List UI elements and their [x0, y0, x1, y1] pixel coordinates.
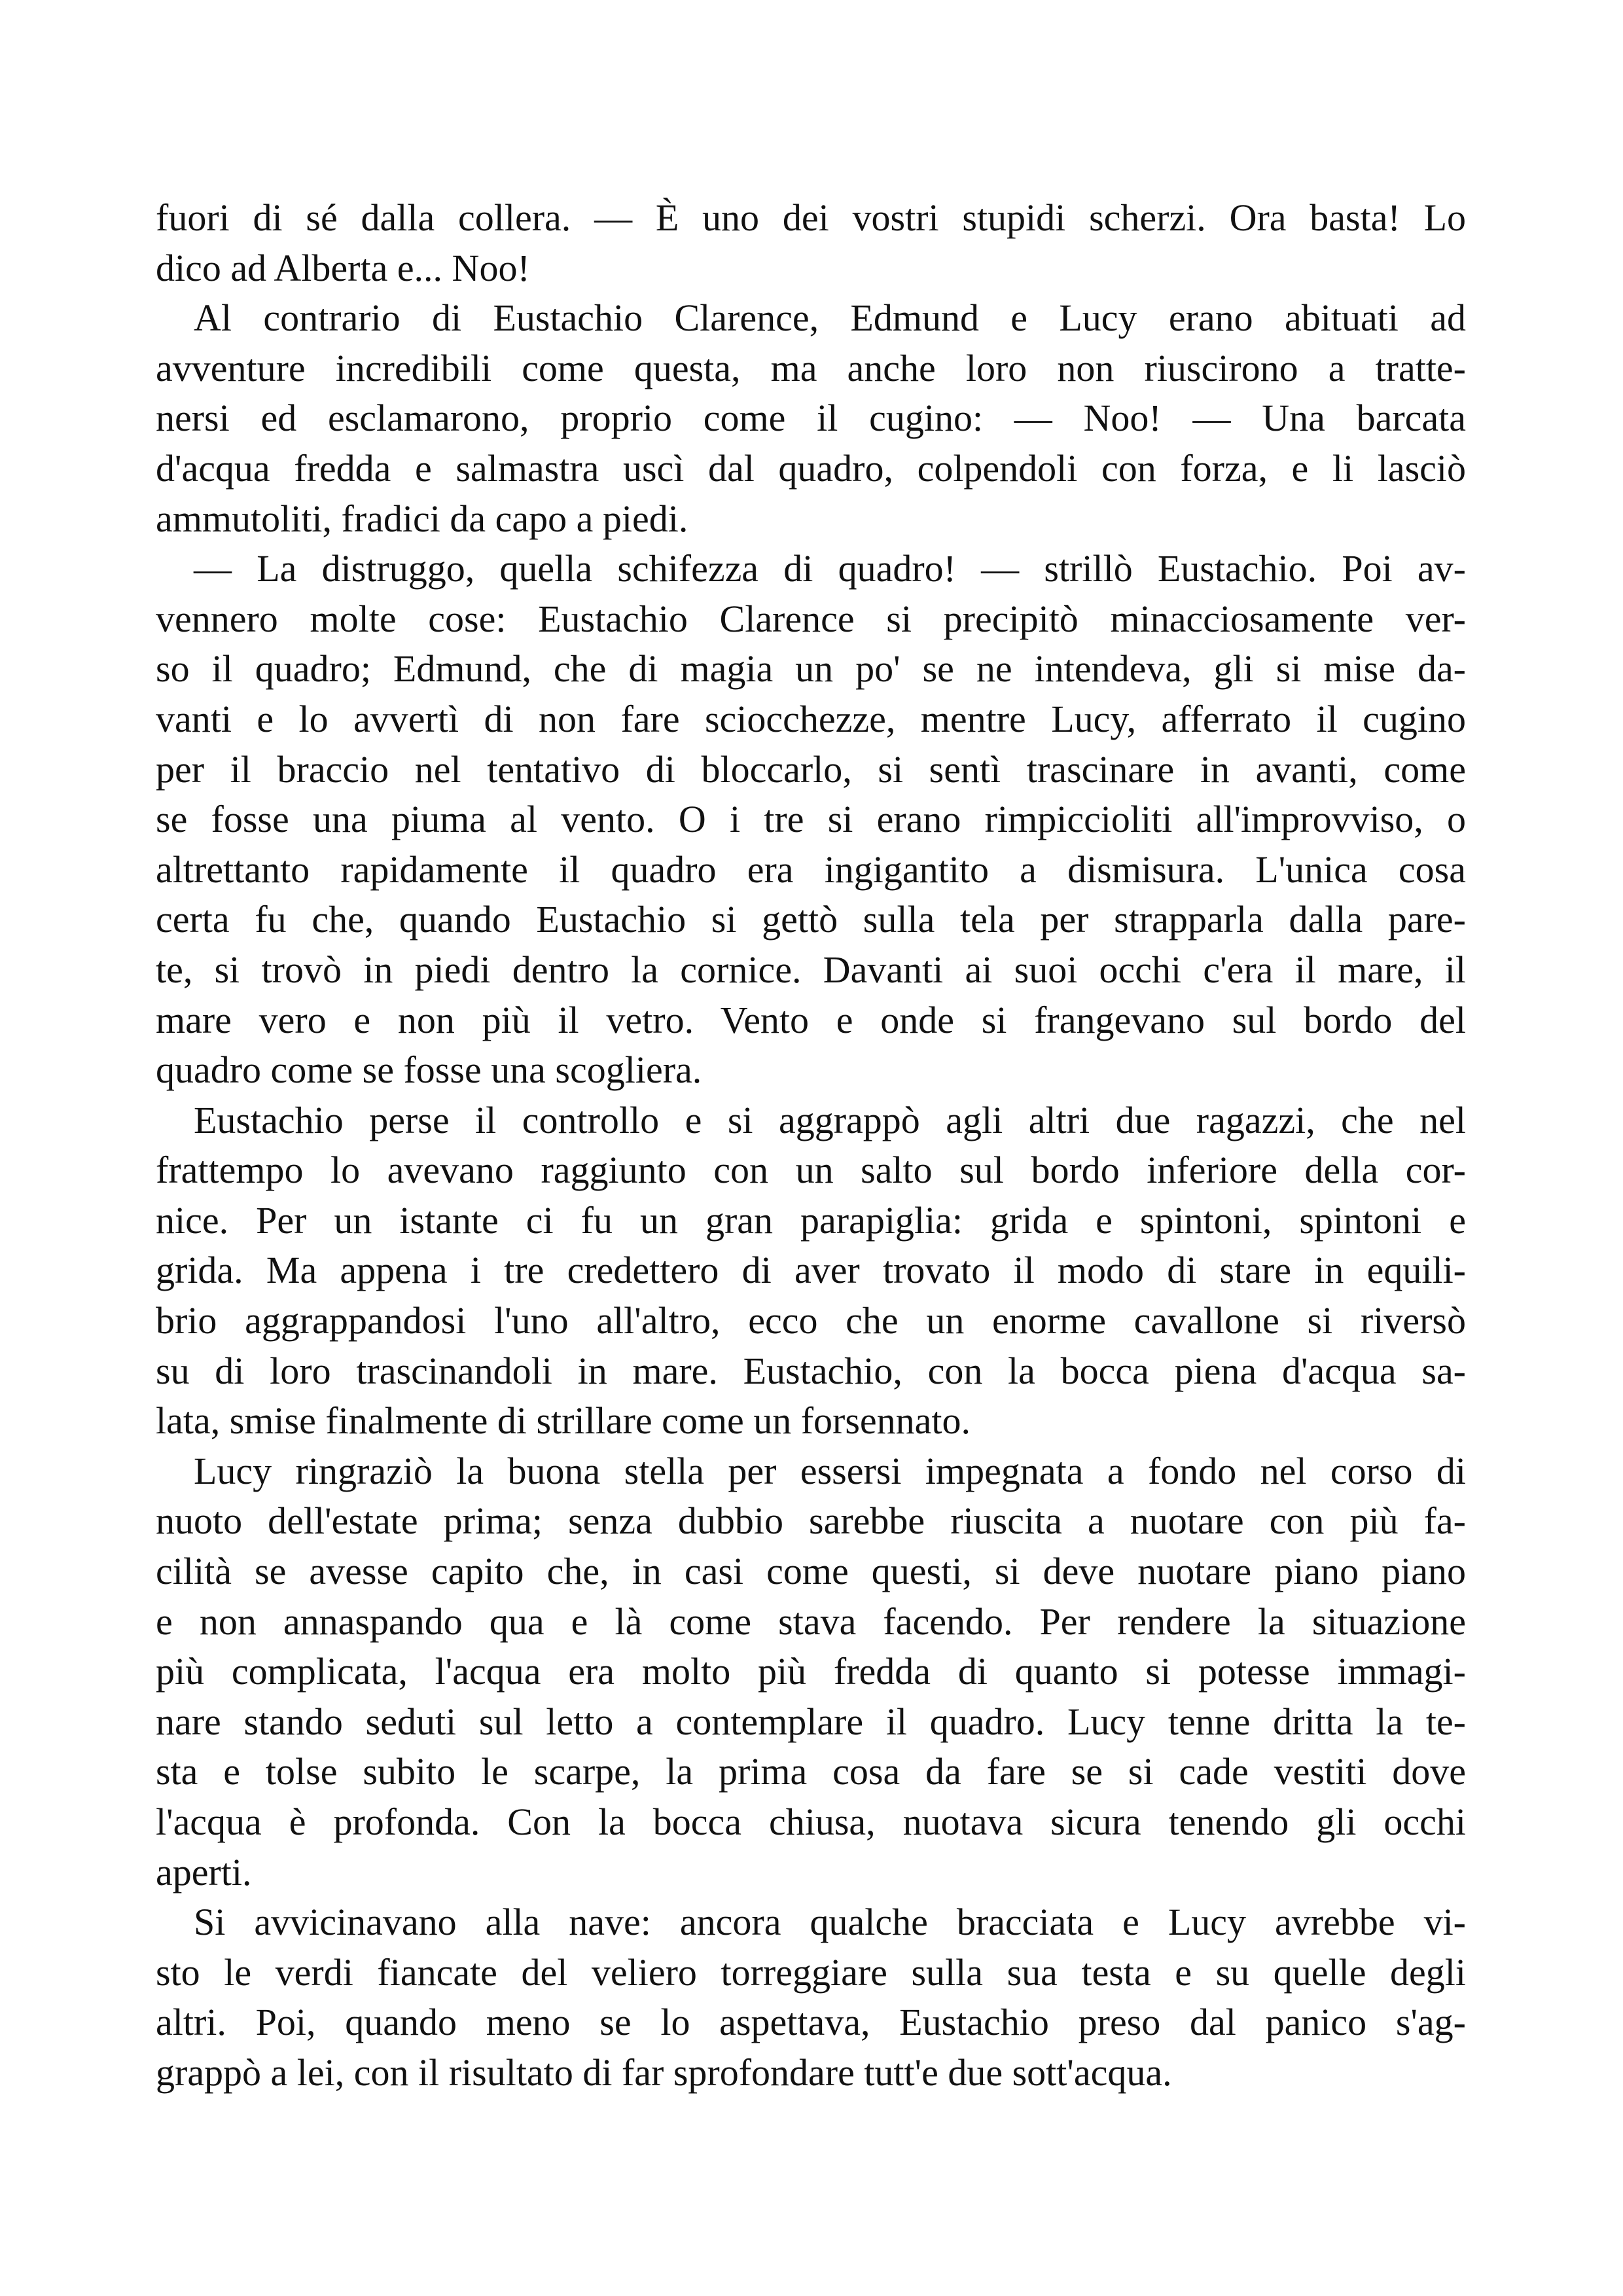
text-line: se fosse una piuma al vento. O i tre si erano rimpiccioliti all'improvviso, o	[156, 798, 1466, 841]
paragraph	[156, 1096, 1466, 1446]
text-line: lata, smise finalmente di strillare come un forsennato.	[156, 1399, 971, 1443]
text-line: per il braccio nel tentativo di bloccarlo, si sentì trascinare in avanti, come	[156, 747, 1466, 791]
text-line: altri. Poi, quando meno se lo aspettava, Eustachio preso dal panico s'ag-	[156, 2001, 1466, 2044]
text-line: sto le verdi fiancate del veliero torreggiare sulla sua testa e su quelle degli	[156, 1950, 1466, 1994]
text-line: te, si trovò in piedi dentro la cornice. Davanti ai suoi occhi c'era il mare, il	[156, 948, 1466, 991]
text-line: avventure incredibili come questa, ma anche loro non riuscirono a tratte-	[156, 346, 1466, 389]
text-line: sta e tolse subito le scarpe, la prima cosa da fare se si cade vestiti dove	[156, 1750, 1466, 1793]
text-line: Si avvicinavano alla nave: ancora qualche bracciata e Lucy avrebbe vi-	[194, 1901, 1466, 1944]
text-line: cilità se avesse capito che, in casi come questi, si deve nuotare piano piano	[156, 1550, 1466, 1593]
text-line: più complicata, l'acqua era molto più fredda di quanto si potesse immagi-	[156, 1650, 1466, 1693]
text-line: d'acqua fredda e salmastra uscì dal quadro, colpendoli con forza, e li lasciò	[156, 446, 1466, 490]
text-line: frattempo lo avevano raggiunto con un salto sul bordo inferiore della cor-	[156, 1149, 1466, 1192]
text-line: — La distruggo, quella schifezza di quadro! — strillò Eustachio. Poi av-	[194, 547, 1466, 590]
paragraph	[156, 193, 1466, 293]
text-line: quadro come se fosse una scogliera.	[156, 1049, 702, 1092]
text-line: dico ad Alberta e... Noo!	[156, 246, 530, 289]
text-line: ammutoliti, fradici da capo a piedi.	[156, 497, 688, 540]
text-line: vennero molte cose: Eustachio Clarence si precipitò minacciosamente ver-	[156, 597, 1466, 640]
text-line: e non annaspando qua e là come stava facendo. Per rendere la situazione	[156, 1600, 1466, 1643]
text-line: l'acqua è profonda. Con la bocca chiusa, nuotava sicura tenendo gli occhi	[156, 1801, 1466, 1843]
body-text	[156, 193, 1466, 2098]
paragraph	[156, 1446, 1466, 1897]
text-line: altrettanto rapidamente il quadro era ingigantito a dismisura. L'unica cosa	[156, 848, 1466, 891]
text-line: brio aggrappandosi l'uno all'altro, ecco che un enorme cavallone si riversò	[156, 1299, 1466, 1342]
text-line: mare vero e non più il vetro. Vento e onde si frangevano sul bordo del	[156, 998, 1466, 1041]
text-line: certa fu che, quando Eustachio si gettò sulla tela per strapparla dalla pare-	[156, 898, 1466, 941]
text-line: so il quadro; Edmund, che di magia un po' se ne intendeva, gli si mise da-	[156, 647, 1466, 691]
text-line: nare stando seduti sul letto a contemplare il quadro. Lucy tenne dritta la te-	[156, 1700, 1466, 1743]
text-line: su di loro trascinandoli in mare. Eustachio, con la bocca piena d'acqua sa-	[156, 1349, 1466, 1392]
text-line: Al contrario di Eustachio Clarence, Edmund e Lucy erano abituati ad	[194, 296, 1466, 340]
text-line: vanti e lo avvertì di non fare sciocchezze, mentre Lucy, afferrato il cugino	[156, 697, 1466, 740]
text-line: aperti.	[156, 1850, 252, 1893]
text-line: nuoto dell'estate prima; senza dubbio sarebbe riuscita a nuotare con più fa-	[156, 1499, 1466, 1543]
text-line: nersi ed esclamarono, proprio come il cugino: — Noo! — Una barcata	[156, 397, 1466, 440]
text-line: Lucy ringraziò la buona stella per essersi impegnata a fondo nel corso di	[194, 1449, 1466, 1492]
text-line: fuori di sé dalla collera. — È uno dei vostri stupidi scherzi. Ora basta! Lo	[156, 196, 1466, 239]
paragraph	[156, 544, 1466, 1096]
text-line: Eustachio perse il controllo e si aggrappò agli altri due ragazzi, che nel	[194, 1098, 1466, 1141]
paragraph	[156, 1897, 1466, 2098]
text-line: grappò a lei, con il risultato di far sprofondare tutt'e due sott'acqua.	[156, 2051, 1172, 2094]
text-line: nice. Per un istante ci fu un gran parapiglia: grida e spintoni, spintoni e	[156, 1198, 1466, 1242]
paragraph	[156, 293, 1466, 544]
text-line: grida. Ma appena i tre credettero di aver trovato il modo di stare in equili-	[156, 1249, 1466, 1292]
